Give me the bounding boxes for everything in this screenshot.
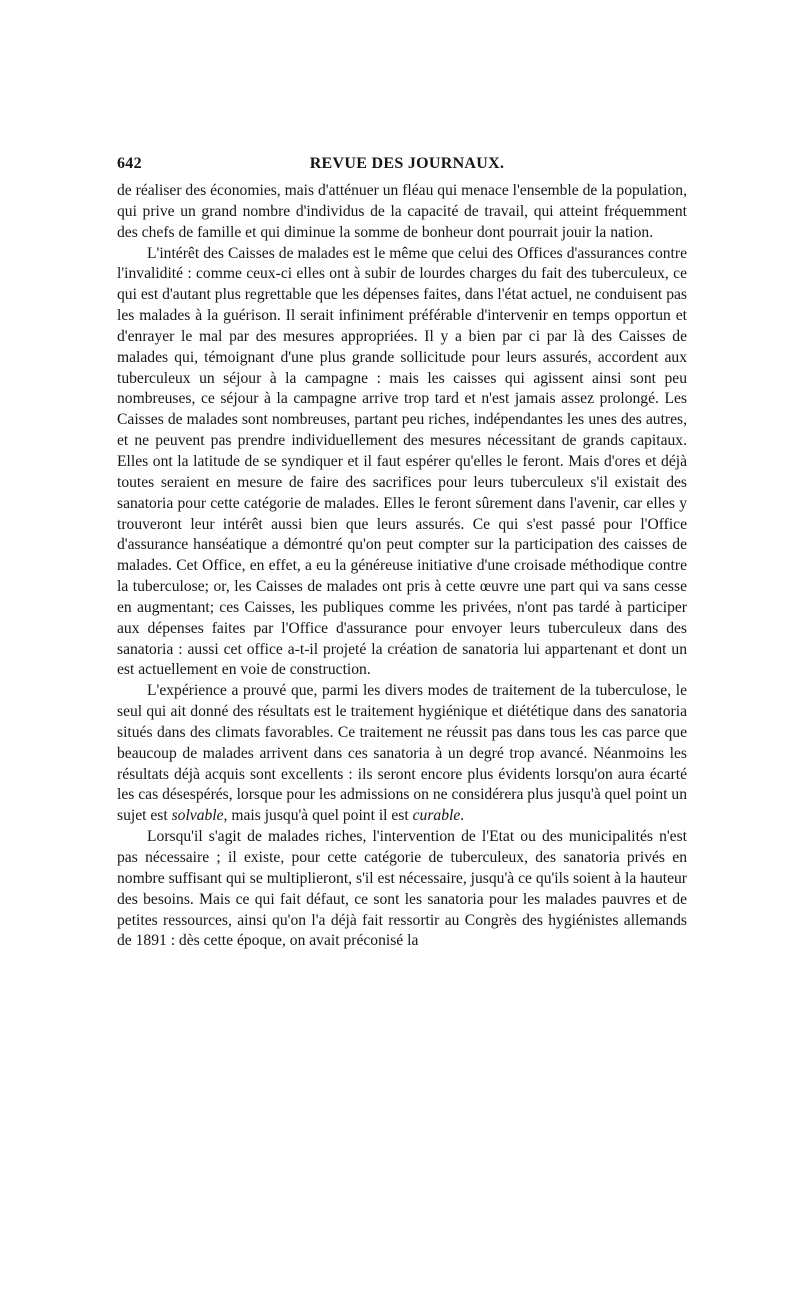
paragraph-1: de réaliser des économies, mais d'atténuer un fléau qui menace l'ensemble de la population, qui prive un grand nombre d'individus de la capacité de travail, qui atteint fréquemment des chefs de famille et qui diminue la somme de bonheur dont pourrait jouir la nation. (117, 182, 687, 241)
italic-term-curable: curable (412, 807, 461, 825)
paragraph-3 (117, 681, 687, 827)
paragraph-3-text-end: . (460, 807, 465, 825)
paragraph-3-text-middle: , mais jusqu'à quel point il est (223, 807, 413, 825)
italic-term-solvable: solvable (171, 807, 224, 825)
document-page (117, 155, 687, 952)
page-header (117, 155, 687, 181)
paragraph-4: Lorsqu'il s'agit de malades riches, l'intervention de l'Etat ou des municipalités n'est pas nécessaire ; il existe, pour cette catégorie de tuberculeux, des sanatoria privés en nombre suffisant qui se multiplieront, s'il est nécessaire, jusqu'à ce qu'ils soient à la hauteur des besoins. Mais ce qui fait défaut, ce sont les sanatoria pour les malades pauvres et de petites ressources, ainsi qu'on l'a déjà fait ressortir au Congrès des hygiénistes allemands de 1891 : dès cette époque, on avait préconisé la (117, 828, 687, 950)
article-body (117, 181, 687, 952)
paragraph-3-text-start: L'expérience a prouvé que, parmi les divers modes de traitement de la tuberculose, le seul qui ait donné des résultats est le traitement hygiénique et diététique dans des sanatoria situés dans des climats favorables. Ce traitement ne réussit pas dans tous les cas parce que beaucoup de malades arrivent dans ces sanatoria à un degré trop avancé. Néanmoins les résultats déjà acquis sont excellents : ils seront encore plus évidents lorsqu'on aura écarté les cas désespérés, lorsque pour les admissions on ne considérera plus jusqu'à quel point un sujet est (117, 682, 687, 825)
paragraph-2: L'intérêt des Caisses de malades est le même que celui des Offices d'assurances contre l'invalidité : comme ceux-ci elles ont à subir de lourdes charges du fait des tuberculeux, ce qui est d'autant plus regrettable que les dépenses faites, dans l'état actuel, ne conduisent pas les malades à la guérison. Il serait infiniment préférable d'intervenir en temps opportun et d'enrayer le mal par des mesures appropriées. Il y a bien par ci par là des Caisses de malades qui, témoignant d'une plus grande sollicitude pour leurs assurés, accordent aux tuberculeux un séjour à la campagne : mais les caisses qui agissent ainsi sont peu nombreuses, ce séjour à la campagne arrive trop tard et n'est jamais assez prolongé. Les Caisses de malades sont nombreuses, partant peu riches, indépendantes les unes des autres, et ne peuvent pas prendre individuellement des mesures nécessitant de grands capitaux. Elles ont la latitude de se syndiquer et il faut espérer qu'elles le feront. Mais d'ores et déjà toutes seraient en mesure de faire des sacrifices pour leurs tuberculeux s'il existait des sanatoria pour cette catégorie de malades. Elles le feront sûrement dans l'avenir, car elles y trouveront leur intérêt aussi bien que leurs assurés. Ce qui s'est passé pour l'Office d'assurance hanséatique a démontré qu'on peut compter sur la participation des caisses de malades. Cet Office, en effet, a eu la généreuse initiative d'une croisade méthodique contre la tuberculose; or, les Caisses de malades ont pris à cette œuvre une part qui va sans cesse en augmentant; ces Caisses, les publiques comme les privées, n'ont pas tardé à participer aux dépenses faites par l'Office d'assurance pour envoyer leurs tuberculeux dans des sanatoria : aussi cet office a-t-il projeté la création de sanatoria lui appartenant et dont un est actuellement en voie de construction. (117, 244, 687, 679)
running-head: REVUE DES JOURNAUX. (309, 155, 505, 172)
page-number: 642 (117, 155, 142, 172)
